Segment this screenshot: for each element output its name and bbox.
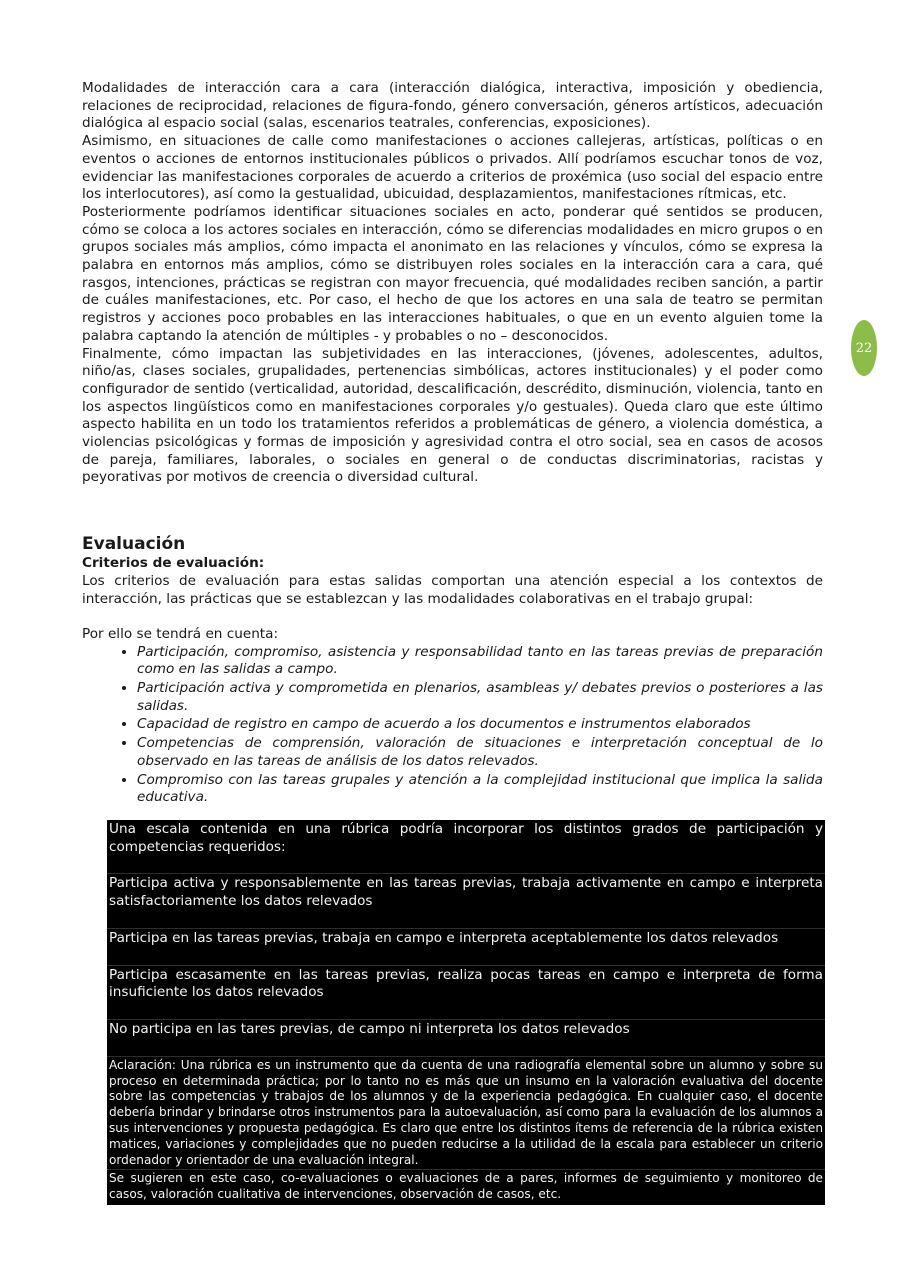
paragraph-posteriormente: Posteriormente podríamos identificar situaciones sociales en acto, ponderar qué sentidos se producen, cómo se coloca a los actores sociales en interacción, cómo se diferencias modalidades en micro grupos o en grupos sociales más amplios, cómo impacta el anonimato en las relaciones y vínculos, cómo se expresa la palabra en entornos más amplios, cómo se distribuyen roles sociales en la interacción cara a cara, qué rasgos, intenciones, prácticas se registran con mayor frecuencia, qué modalidades reciben sanción, a partir de cuáles manifestaciones, etc. Por caso, el hecho de que los actores en una sala de teatro se permitan registros y acciones poco probables en las interacciones habituales, o que en un evento alguien tome la palabra captando la atención de múltiples - y probables o no – desconocidos. (82, 203, 823, 344)
paragraph-modalidades: Modalidades de interacción cara a cara (interacción dialógica, interactiva, imposición y obediencia, relaciones de reciprocidad, relaciones de figura-fondo, género conversación, géneros artísticos, adecuación dialógica al espacio social (salas, escenarios teatrales, conferencias, exposiciones). (82, 80, 823, 132)
rubric-note-aclaracion: Aclaración: Una rúbrica es un instrumento que da cuenta de una radiografía elemental sobre un alumno y sobre su proceso en determinada práctica; por lo tanto no es más que un insumo en la valoración evaluativa del docente sobre las competencias y trabajos de los alumnos y de la experiencia pedagógica. En cualquier caso, el docente debería brindar y brindarse otros instrumentos para la autoevaluación, así como para la evaluación de los alumnos a sus intervenciones y propuesta pedagógica. Es claro que entre los distintos ítems de referencia de la rúbrica existen matices, variaciones y complejidades que no pueden reducirse a la utilidad de la escala para establecer un criterio ordenador y orientador de una evaluación integral. (107, 1057, 825, 1170)
paragraph-finalmente: Finalmente, cómo impactan las subjetividades en las interacciones, (jóvenes, adolescentes, adultos, niño/as, clases sociales, grupalidades, pertenencias simbólicas, actores institucionales) y el poder como configurador de sentido (verticalidad, autoridad, descalificación, descrédito, disminución, violencia, tanto en los aspectos lingüísticos como en manifestaciones corporales y/o gestuales). Queda claro que este último aspecto habilita en un todo los tratamientos referidos a problemáticas de género, a violencia doméstica, a violencias psicológicas y formas de imposición y agresividad contra el otro social, sea en casos de acosos de pareja, familiares, laborales, o sociales en general o de conductas discriminatorias, racistas y peyorativas por motivos de creencia o diversidad cultural. (82, 345, 823, 486)
paragraph-lead: Por ello se tendrá en cuenta: (82, 625, 279, 642)
section-spacer (82, 487, 823, 533)
criteria-item: • Compromiso con las tareas grupales y atención a la complejidad institucional que implica la salida educativa. (137, 772, 823, 807)
criteria-item: • Participación activa y comprometida en plenarios, asambleas y/ debates previos o posteriores a las salidas. (137, 680, 823, 715)
rubric-level: No participa en las tares previas, de campo ni interpreta los datos relevados (107, 1020, 825, 1057)
criteria-list (82, 644, 823, 807)
blank-line (82, 608, 823, 626)
rubric-level: Participa activa y responsablemente en las tareas previas, trabaja activamente en campo e interpreta satisfactoriamente los datos relevados (107, 874, 825, 928)
paragraph-criterios-intro: Los criterios de evaluación para estas salidas comportan una atención especial a los contextos de interacción, las prácticas que se establezcan y las modalidades colaborativas en el trabajo grupal: (82, 572, 823, 607)
page-number-badge (851, 320, 877, 376)
paragraph-asimismo: Asimismo, en situaciones de calle como manifestaciones o acciones callejeras, artísticas, políticas o en eventos o acciones de entornos institucionales públicos o privados. Allí podríamos escuchar tonos de voz, evidenciar las manifestaciones corporales de acuerdo a criterios de proxémica (uso social del espacio entre los interlocutores), así como la gestualidad, ubicuidad, desplazamientos, manifestaciones rítmicas, etc. (82, 133, 823, 203)
section-heading-evaluacion: Evaluación (82, 534, 186, 555)
page-content (82, 80, 823, 808)
rubric-level: Participa escasamente en las tareas previas, realiza pocas tareas en campo e interpreta de forma insuficiente los datos relevados (107, 966, 825, 1020)
subheading-criterios: Criterios de evaluación: (82, 555, 265, 572)
criteria-item: • Capacidad de registro en campo de acuerdo a los documentos e instrumentos elaborados (137, 716, 823, 734)
rubric-box (107, 820, 825, 1205)
criteria-item: • Competencias de comprensión, valoración de situaciones e interpretación conceptual de lo observado en las tareas de análisis de los datos relevados. (137, 735, 823, 770)
criteria-item: • Participación, compromiso, asistencia y responsabilidad tanto en las tareas previas de preparación como en las salidas a campo. (137, 644, 823, 679)
page-number: 22 (855, 340, 873, 356)
rubric-note-sugerencias: Se sugieren en este caso, co-evaluaciones o evaluaciones de a pares, informes de seguimiento y monitoreo de casos, valoración cualitativa de intervenciones, observación de casos, etc. (109, 1170, 823, 1201)
rubric-intro: Una escala contenida en una rúbrica podría incorporar los distintos grados de participación y competencias requeridos: (107, 820, 825, 874)
rubric-level: Participa en las tareas previas, trabaja en campo e interpreta aceptablemente los datos relevados (107, 929, 825, 966)
